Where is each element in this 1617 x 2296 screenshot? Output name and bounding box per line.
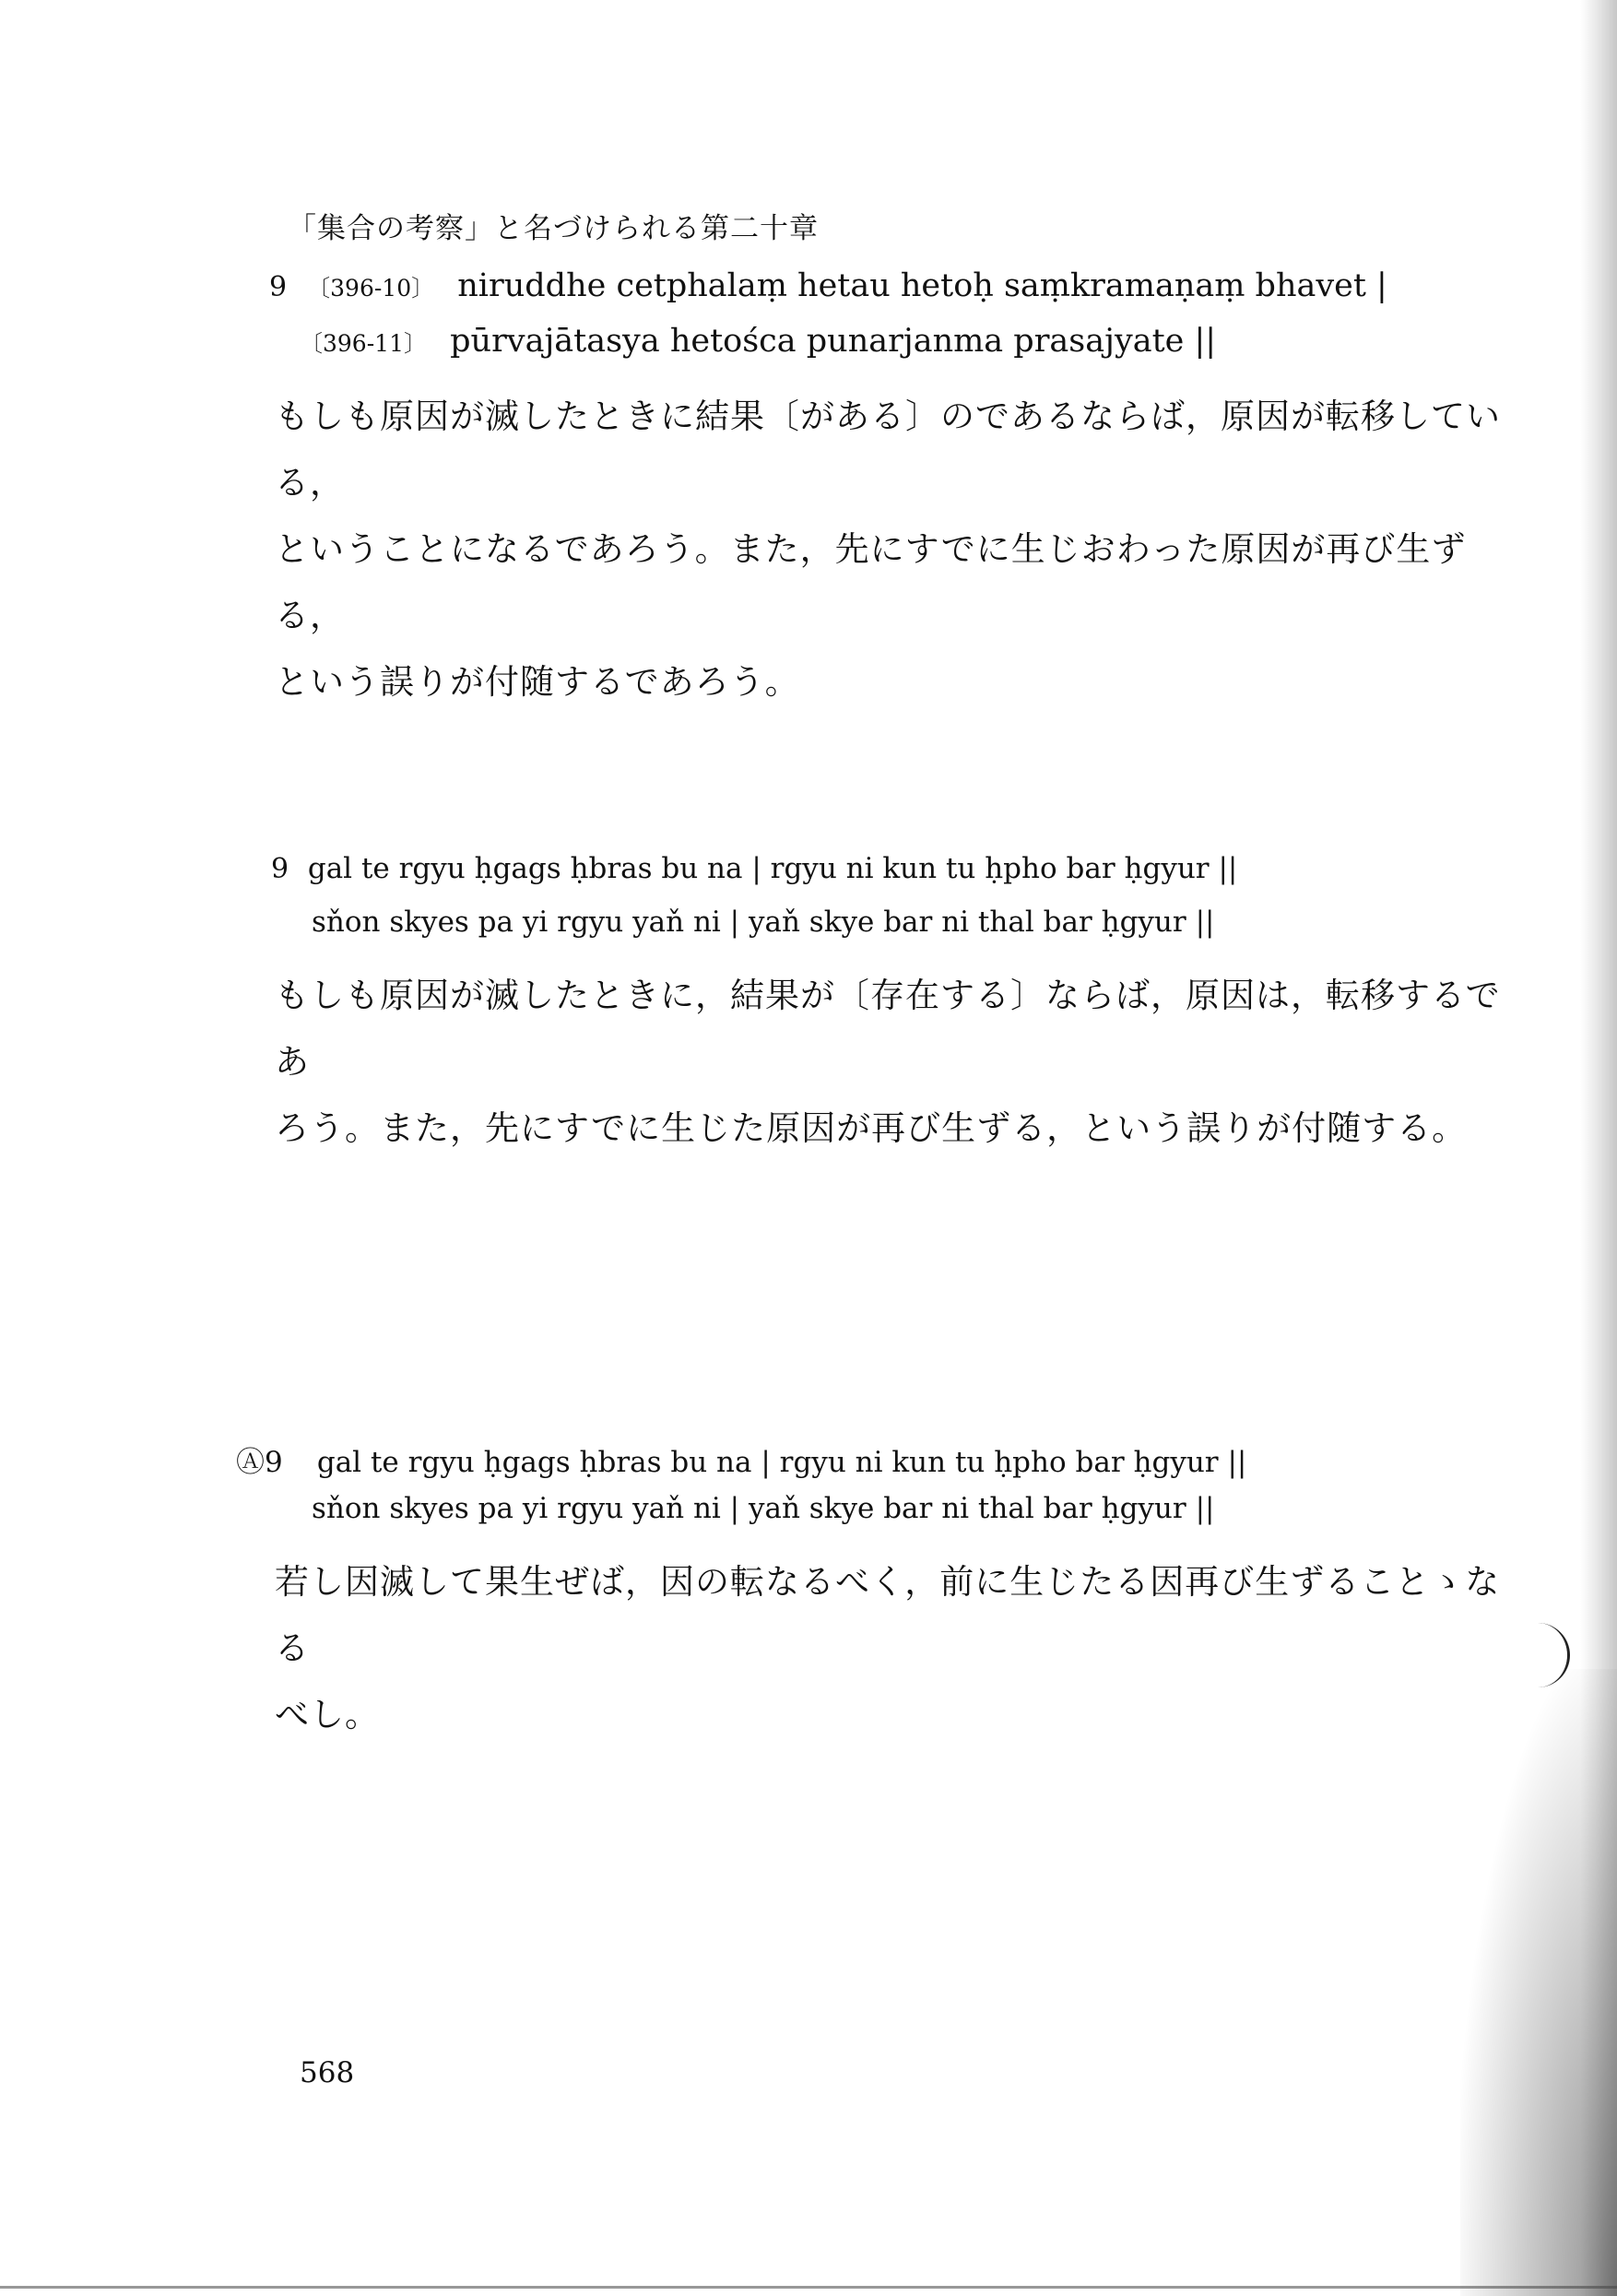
tibetan-verse-line-2 [312,905,1214,939]
scan-bottom-line [0,2286,1617,2289]
verse-text: sňon skyes pa yi rgyu yaň ni | yaň skye bar ni thal bar ḥgyur || [312,905,1215,939]
tibetan-translation [275,963,1528,1162]
translation-line: ろう。また，先にすでに生じた原因が再び生ずる，という誤りが付随する。 [275,1108,1468,1148]
verse-number: 9 [271,853,289,885]
scan-shadow-corner [1460,1669,1617,2296]
chinese-verse-line-1 [236,1438,1246,1480]
verse-text: sňon skyes pa yi rgyu yaň ni | yaň skye bar ni thal bar ḥgyur || [312,1492,1215,1525]
translation-line: もしも原因が滅したときに結果〔がある〕のであるならば，原因が転移している， [275,396,1501,503]
translation-line: べし。 [275,1695,380,1734]
verse-ref: 〔396-10〕 [307,275,435,302]
verse-number: 9 [269,271,288,303]
sanskrit-verse-line-1 [269,267,1387,304]
chinese-translation [275,1549,1528,1748]
chinese-verse-line-2 [312,1492,1214,1525]
translation-line: という誤りが付随するであろう。 [275,662,800,702]
verse-text: niruddhe cetphalaṃ hetau hetoḥ saṃkramaṇaṃ bhavet | [457,267,1387,304]
verse-text: gal te rgyu ḥgags ḥbras bu na | rgyu ni kun tu ḥpho bar ḥgyur || [316,1446,1247,1479]
translation-line: ということになるであろう。また，先にすでに生じおわった原因が再び生ずる， [275,529,1467,635]
sanskrit-translation [275,384,1528,716]
translation-line: 若し因滅して果生ぜば，因の転なるべく，前に生じたる因再び生ずることゝなる [275,1562,1501,1668]
verse-text: pūrvajātasya hetośca punarjanma prasajyate || [450,323,1217,360]
running-head: 「集合の考察」と名づけられる第二十章 [288,212,819,245]
tibetan-verse-line-1 [271,852,1237,885]
translation-line: もしも原因が滅したときに，結果が〔存在する〕ならば，原因は，転移するであ [275,976,1501,1082]
page-number: 568 [300,2056,355,2089]
verse-ref: 〔396-11〕 [300,330,427,357]
verse-number: Ⓐ9 [236,1446,283,1479]
sanskrit-verse-line-2 [300,323,1216,360]
verse-text: gal te rgyu ḥgags ḥbras bu na | rgyu ni kun tu ḥpho bar ḥgyur || [307,852,1238,885]
